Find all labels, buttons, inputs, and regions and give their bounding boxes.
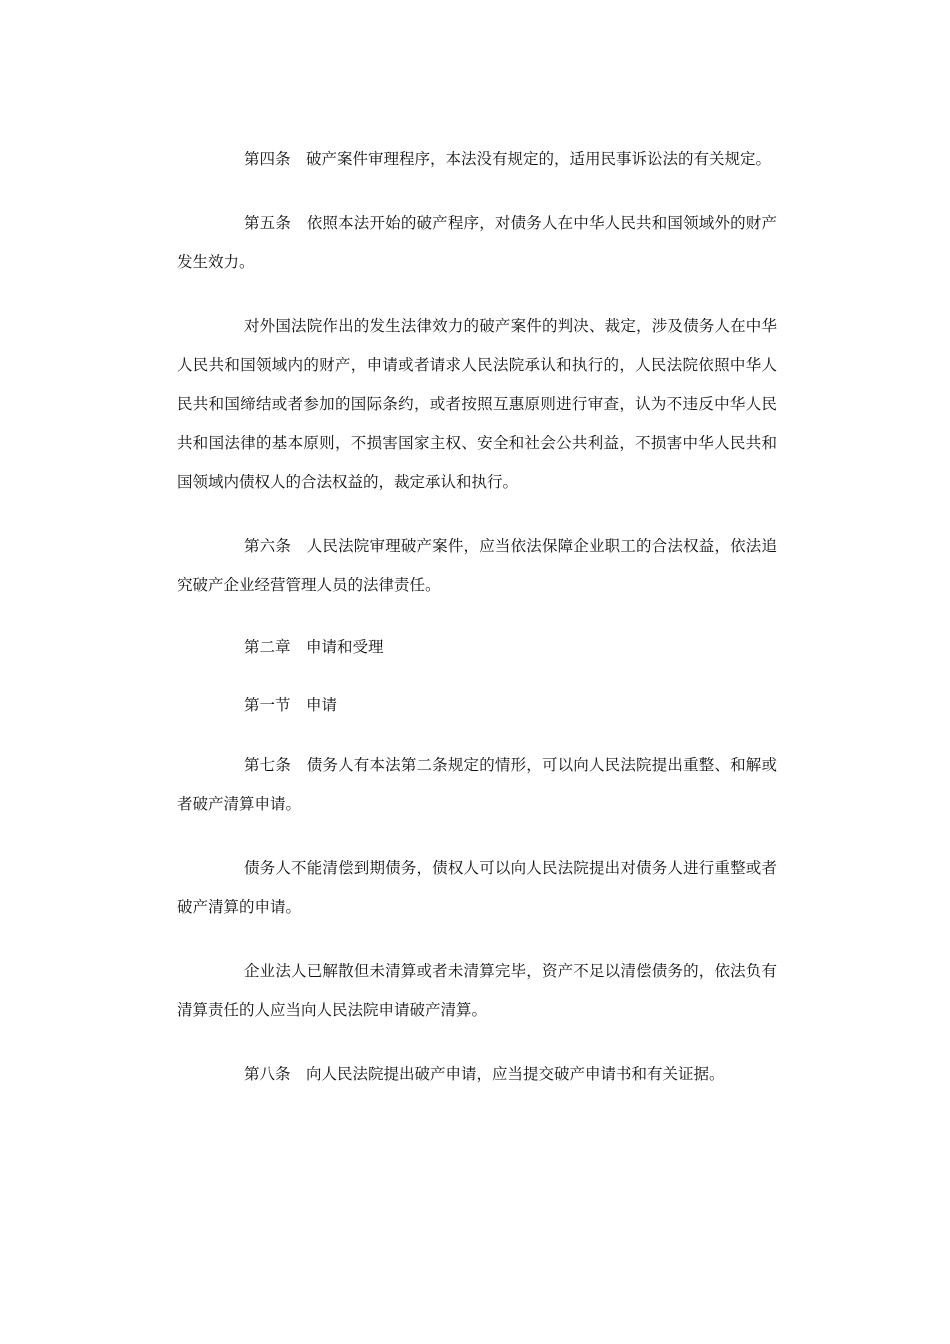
article-7-paragraph: 第七条 债务人有本法第二条规定的情形，可以向人民法院提出重整、和解或者破产清算申请。 [177, 756, 777, 813]
article-4-paragraph: 第四条 破产案件审理程序，本法没有规定的，适用民事诉讼法的有关规定。 [244, 150, 772, 168]
chapter-heading: 第二章 申请和受理 [244, 638, 384, 656]
article-7-clause-3-paragraph: 企业法人已解散但未清算或者未清算完毕，资产不足以清偿债务的，依法负有清算责任的人应当向人民法院申请破产清算。 [177, 962, 777, 1019]
article-7-clause-2-paragraph: 债务人不能清偿到期债务，债权人可以向人民法院提出对债务人进行重整或者破产清算的申请。 [177, 859, 777, 916]
section-heading: 第一节 申请 [244, 696, 338, 714]
article-5-clause-2-paragraph: 对外国法院作出的发生法律效力的破产案件的判决、裁定，涉及债务人在中华人民共和国领域内的财产，申请或者请求人民法院承认和执行的，人民法院依照中华人民共和国缔结或者参加的国际条约，或者按照互惠原则进行审查，认为不违反中华人民共和国法律的基本原则，不损害国家主权、安全和社会公共利益，不损害中华人民共和国领域内债权人的合法权益的，裁定承认和执行。 [177, 317, 777, 491]
article-5-paragraph: 第五条 依照本法开始的破产程序，对债务人在中华人民共和国领域外的财产发生效力。 [177, 214, 777, 271]
article-6-paragraph: 第六条 人民法院审理破产案件，应当依法保障企业职工的合法权益，依法追究破产企业经营管理人员的法律责任。 [177, 537, 777, 594]
article-8-paragraph: 第八条 向人民法院提出破产申请，应当提交破产申请书和有关证据。 [244, 1065, 725, 1083]
document-body [177, 140, 777, 1119]
